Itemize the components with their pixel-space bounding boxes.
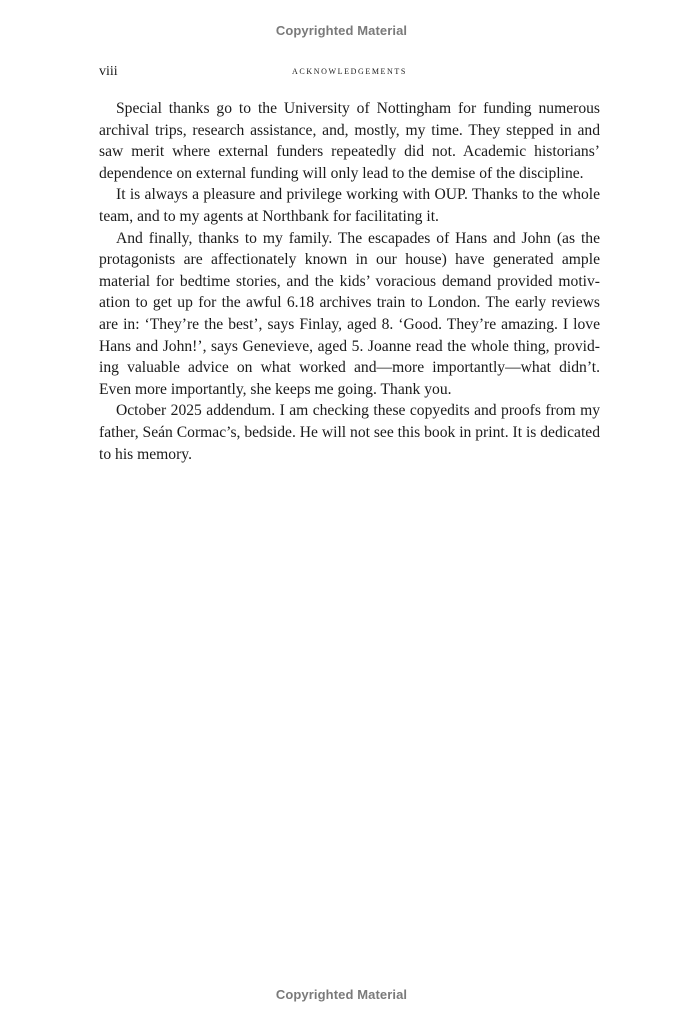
paragraph-family-thanks: And finally, thanks to my family. The escapades of Hans and John (as the protagonists are affectionately known in our house) have generated ample material for bedtime stories, and the kids’ voracious demand provided motivation to get up for the awful 6.18 archives train to London. The early reviews are in: ‘They’re the best’, says Finlay, aged 8. ‘Good. They’re amazing. I love Hans and John!’, says Genevieve, aged 5. Joanne read the whole thing, providing valuable advice on what worked and—more importantly—what didn’t. Even more importantly, she keeps me going. Thank you. [99, 229, 600, 398]
paragraph-addendum: October 2025 addendum. I am checking these copyedits and proofs from my father, Seán Cormac’s, bedside. He will not see this book in print. It is dedicated to his memory. [99, 402, 600, 463]
copyright-watermark-top: Copyrighted Material [275, 23, 408, 38]
body-text [99, 98, 600, 465]
copyright-watermark-bottom: Copyrighted Material [275, 987, 408, 1002]
page-number: viii [99, 64, 118, 79]
running-head [99, 64, 600, 84]
paragraph-oup-thanks: It is always a pleasure and privilege working with OUP. Thanks to the whole team, and to my agents at Northbank for facilitating it. [99, 186, 600, 225]
paragraph-nottingham-thanks: Special thanks go to the University of Nottingham for funding numerous archival trips, research assistance, and, mostly, my time. They stepped in and saw merit where external funders repeatedly did not. Academic historians’ dependence on external funding will only lead to the demise of the discipline. [99, 100, 600, 182]
section-title: acknowledgements [292, 65, 407, 77]
